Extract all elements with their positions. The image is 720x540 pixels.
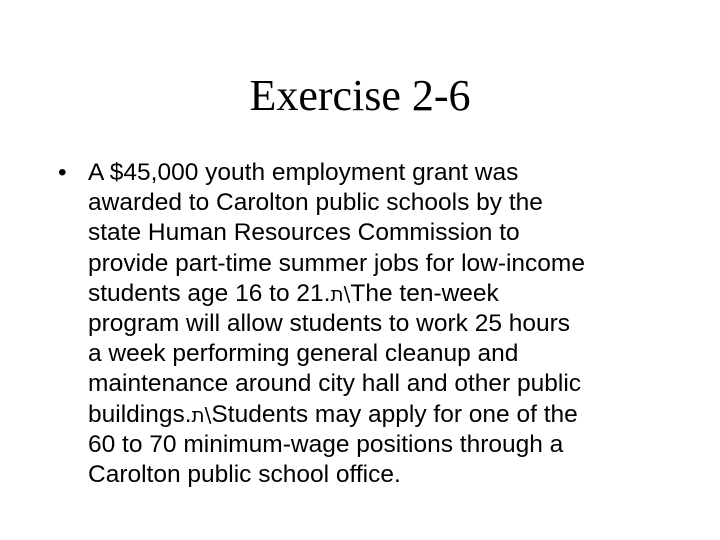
- bullet-line-5: [88, 279, 678, 309]
- bullet-item: [58, 158, 678, 490]
- bullet-line-7: a week performing general cleanup and: [88, 340, 519, 368]
- bullet-line-11: Carolton public school office.: [88, 461, 401, 489]
- bullet-line-8: maintenance around city hall and other public: [88, 370, 582, 398]
- bullet-text-5b: The ten-week: [350, 279, 499, 307]
- separator-glyph-2: ת\: [191, 402, 212, 427]
- bullet-line-4: provide part-time summer jobs for low-income: [88, 249, 585, 277]
- slide-title: Exercise 2-6: [249, 71, 471, 120]
- bullet-line-1: A $45,000 youth employment grant was: [88, 159, 519, 186]
- bullet-text-9b: Students may apply for one of the: [211, 400, 578, 428]
- bullet-list: [58, 158, 678, 490]
- bullet-line-6: program will allow students to work 25 hours: [88, 310, 571, 338]
- bullet-text-5a: students age 16 to 21.: [88, 279, 331, 307]
- bullet-line-3: state Human Resources Commission to: [88, 219, 520, 247]
- separator-glyph-1: ת\: [330, 281, 351, 306]
- bullet-line-10: 60 to 70 minimum-wage positions through a: [88, 430, 564, 458]
- bullet-line-2: awarded to Carolton public schools by the: [88, 189, 543, 217]
- bullet-line-9: [88, 400, 678, 430]
- bullet-marker: •: [58, 159, 67, 186]
- bullet-text-9a: buildings.: [88, 400, 192, 428]
